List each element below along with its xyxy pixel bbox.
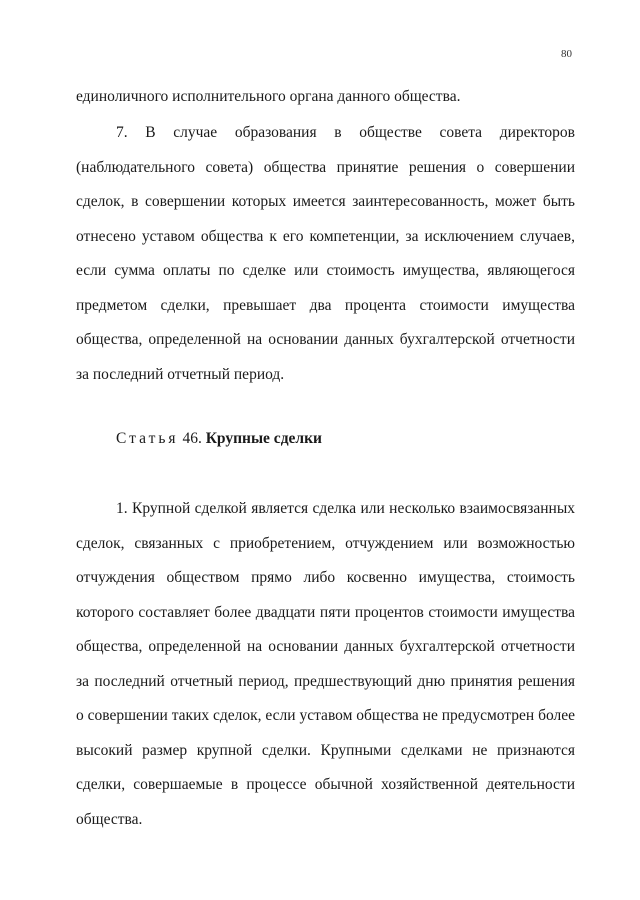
- article-heading-title: Крупные сделки: [205, 430, 322, 447]
- paragraph-1: [76, 492, 575, 837]
- page-number: 80: [561, 48, 572, 60]
- article-heading-number: 46.: [182, 430, 202, 447]
- article-heading: [116, 428, 322, 450]
- paragraph-1-text: 1. Крупной сделкой является сделка или несколько взаимосвязанных сделок, связанных с приобретением, отчуждением или возможностью отчуждения обществом прямо либо косвенно имущества, стоимость которого составляет более двадцати пяти процентов стоимости имущества общества, определенной на основании данных бухгалтерской отчетности за последний отчетный период, предшествующий дню принятия решения о совершении таких сделок, если уставом общества не предусмотрен более высокий размер крупной сделки. Крупными сделками не признаются сделки, совершаемые в процессе обычной хозяйственной деятельности общества.: [76, 500, 575, 828]
- paragraph-continuation-text: единоличного исполнительного органа данного общества.: [76, 88, 461, 105]
- paragraph-7-text: 7. В случае образования в обществе совета директоров (наблюдательного совета) общества принятие решения о совершении сделок, в совершении которых имеется заинтересованность, может быть отнесено уставом общества к его компетенции, за исключением случаев, если сумма оплаты по сделке или стоимость имущества, являющегося предметом сделки, превышает два процента стоимости имущества общества, определенной на основании данных бухгалтерской отчетности за последний отчетный период.: [76, 124, 575, 383]
- paragraph-7: [76, 116, 575, 392]
- article-heading-prefix: Статья: [116, 430, 179, 447]
- paragraph-continuation: [76, 80, 575, 115]
